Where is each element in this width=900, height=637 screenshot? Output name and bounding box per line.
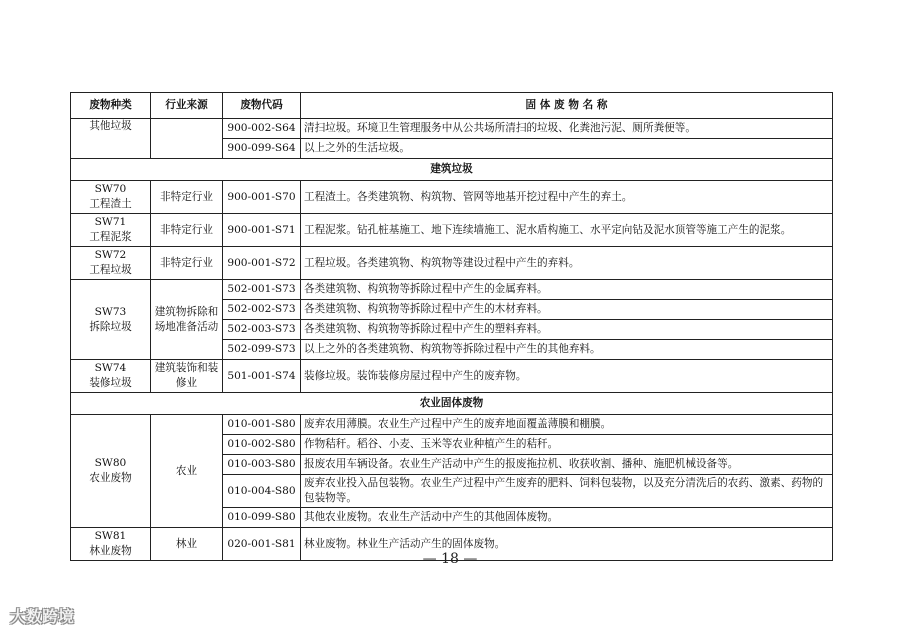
category-cell	[71, 214, 151, 247]
section-title: 农业固体废物	[71, 393, 833, 415]
table-row	[71, 360, 833, 393]
waste-name-cell: 各类建筑物、构筑物等拆除过程中产生的木材弃料。	[301, 300, 833, 320]
waste-code-cell: 900-099-S64	[223, 139, 301, 159]
category-cell	[71, 415, 151, 528]
waste-name-cell: 以上之外的生活垃圾。	[301, 139, 833, 159]
category-code: SW73	[94, 305, 127, 318]
source-cell: 非特定行业	[151, 181, 223, 214]
category-label: 农业废物	[89, 472, 132, 484]
category-label: 林业废物	[89, 545, 132, 557]
category-label: 工程渣土	[89, 198, 132, 210]
category-label: 工程垃圾	[89, 264, 132, 276]
waste-name-cell: 其他农业废物。农业生产活动中产生的其他固体废物。	[301, 508, 833, 528]
waste-name-cell: 废弃农业投入品包装物。农业生产过程中产生废弃的肥料、饲料包装物，以及充分清洗后的农药、激素、药物的包装物等。	[301, 475, 833, 508]
waste-name-cell: 作物秸秆。稻谷、小麦、玉米等农业种植产生的秸秆。	[301, 435, 833, 455]
source-cell: 建筑物拆除和场地准备活动	[151, 280, 223, 360]
header-name: 固 体 废 物 名 称	[301, 93, 833, 119]
category-cell	[71, 181, 151, 214]
header-code: 废物代码	[223, 93, 301, 119]
category-code: SW81	[94, 530, 127, 542]
page-number: — 18 —	[422, 551, 478, 567]
waste-name-cell: 工程泥浆。钻孔桩基施工、地下连续墙施工、泥水盾构施工、水平定向钻及泥水顶管等施工产生的泥浆。	[301, 214, 833, 247]
category-cell	[71, 280, 151, 360]
category-cell	[71, 360, 151, 393]
section-row	[71, 393, 833, 415]
waste-name-cell: 林业废物。林业生产活动产生的固体废物。	[301, 528, 833, 561]
category-label: 拆除垃圾	[89, 320, 132, 333]
waste-code-cell: 900-001-S70	[223, 181, 301, 214]
waste-name-cell: 清扫垃圾。环境卫生管理服务中从公共场所清扫的垃圾、化粪池污泥、厕所粪便等。	[301, 119, 833, 139]
waste-code-cell: 010-099-S80	[223, 508, 301, 528]
waste-code-cell: 502-003-S73	[223, 320, 301, 340]
table-row	[71, 415, 833, 435]
waste-code-cell: 010-004-S80	[223, 475, 301, 508]
waste-name-cell: 各类建筑物、构筑物等拆除过程中产生的金属弃料。	[301, 280, 833, 300]
category-label: 工程泥浆	[89, 231, 132, 243]
waste-code-cell: 900-002-S64	[223, 119, 301, 139]
category-code: SW70	[94, 183, 127, 195]
category-code: SW80	[94, 457, 127, 469]
waste-code-cell: 502-001-S73	[223, 280, 301, 300]
source-cell: 建筑装饰和装修业	[151, 360, 223, 393]
header-category: 废物种类	[71, 93, 151, 119]
header-source: 行业来源	[151, 93, 223, 119]
watermark-logo: 大数跨境	[10, 607, 75, 626]
waste-name-cell: 废弃农用薄膜。农业生产过程中产生的废弃地面覆盖薄膜和棚膜。	[301, 415, 833, 435]
waste-code-cell: 010-002-S80	[223, 435, 301, 455]
category-cell: 其他垃圾	[71, 119, 151, 159]
waste-name-cell: 装修垃圾。装饰装修房屋过程中产生的废弃物。	[301, 360, 833, 393]
category-cell	[71, 247, 151, 280]
waste-name-cell: 报废农用车辆设备。农业生产活动中产生的报废拖拉机、收获收割、播种、施肥机械设备等。	[301, 455, 833, 475]
category-code: SW72	[94, 249, 127, 261]
waste-code-cell: 900-001-S72	[223, 247, 301, 280]
table-header-row	[71, 93, 833, 119]
waste-name-cell: 以上之外的各类建筑物、构筑物等拆除过程中产生的其他弃料。	[301, 340, 833, 360]
source-cell: 非特定行业	[151, 247, 223, 280]
table-row	[71, 280, 833, 300]
section-row	[71, 159, 833, 181]
section-title: 建筑垃圾	[71, 159, 833, 181]
waste-name-cell: 工程垃圾。各类建筑物、构筑物等建设过程中产生的弃料。	[301, 247, 833, 280]
waste-code-cell: 010-001-S80	[223, 415, 301, 435]
category-label: 装修垃圾	[89, 377, 132, 389]
category-code: SW71	[94, 216, 127, 228]
table-row	[71, 119, 833, 139]
waste-code-cell: 502-002-S73	[223, 300, 301, 320]
source-cell: 非特定行业	[151, 214, 223, 247]
source-cell	[151, 119, 223, 159]
table-body	[71, 119, 833, 561]
table-row	[71, 181, 833, 214]
waste-code-cell: 501-001-S74	[223, 360, 301, 393]
waste-name-cell: 工程渣土。各类建筑物、构筑物、管网等地基开挖过程中产生的弃土。	[301, 181, 833, 214]
waste-code-cell: 020-001-S81	[223, 528, 301, 561]
source-cell: 林业	[151, 528, 223, 561]
table-row	[71, 247, 833, 280]
waste-code-cell: 010-003-S80	[223, 455, 301, 475]
table-row	[71, 214, 833, 247]
waste-code-cell: 900-001-S71	[223, 214, 301, 247]
category-code: SW74	[94, 362, 127, 374]
source-cell: 农业	[151, 415, 223, 528]
waste-name-cell: 各类建筑物、构筑物等拆除过程中产生的塑料弃料。	[301, 320, 833, 340]
waste-classification-table	[70, 92, 833, 561]
waste-code-cell: 502-099-S73	[223, 340, 301, 360]
